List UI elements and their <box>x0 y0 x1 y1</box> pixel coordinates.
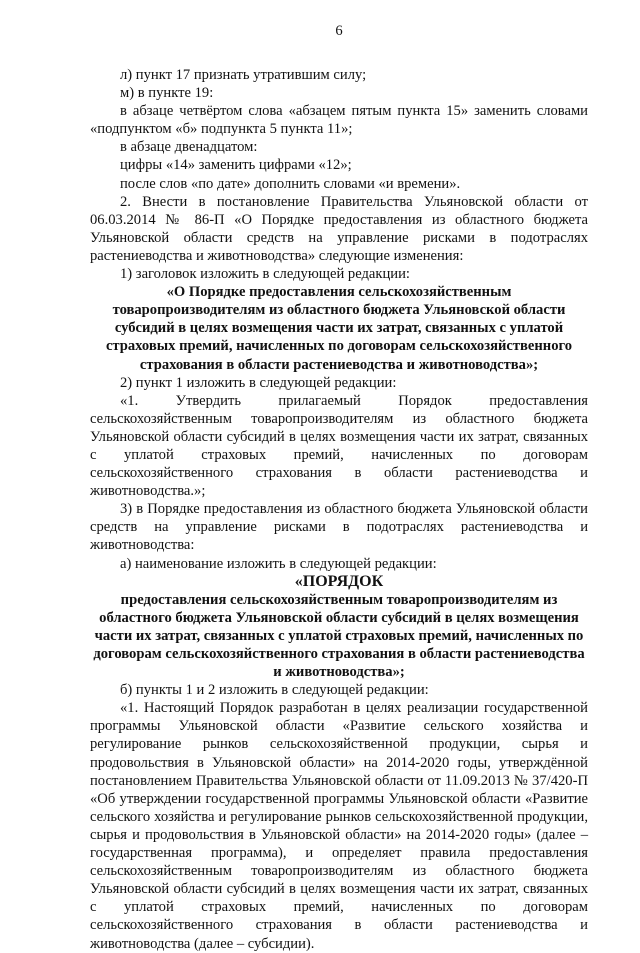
procedure-heading: «ПОРЯДОК <box>294 572 384 590</box>
paragraph-point-2: 2. Внести в постановление Правительства Ульяновской области от 06.03.2014 № 86-П «О Порядке предоставления из областного бюджета Ульяновской области средств на управление рисками в подотраслях растениеводства и животноводства» следующие изменения: <box>90 193 588 264</box>
paragraph-item-m: м) в пункте 19: <box>120 85 214 102</box>
paragraph-replace-words: в абзаце четвёртом слова «абзацем пятым пункта 15» заменить словами «подпунктом «б» подпункта 5 пункта 11»; <box>90 103 588 138</box>
paragraph-twelfth: в абзаце двенадцатом: <box>120 139 258 156</box>
paragraph-point-1-edit: 2) пункт 1 изложить в следующей редакции: <box>120 374 397 391</box>
new-title-bold: «О Порядке предоставления сельскохозяйственным товаропроизводителям из областного бюджета Ульяновской области субсидий в целях возмещения части их затрат, связанных с уплатой страховых премий, начисленных по договорам сельскохозяйственного страхования в области растениеводства и животноводства»; <box>105 284 573 373</box>
paragraph-title-edit: 1) заголовок изложить в следующей редакции: <box>120 266 410 283</box>
paragraph-in-procedure: 3) в Порядке предоставления из областного бюджета Ульяновской области средств на управление рисками в подотраслях растениеводства и животноводства: <box>90 501 588 554</box>
procedure-subheading: предоставления сельскохозяйственным товаропроизводителям из областного бюджета Ульяновской области субсидий в целях возмещения части их затрат, связанных с уплатой страховых премий, начисленных по договорам сельскохозяйственного страхования в области растениеводства и животноводства»; <box>93 591 585 681</box>
paragraph-point-1-text: «1. Утвердить прилагаемый Порядок предоставления сельскохозяйственным товаропроизводителям из областного бюджета Ульяновской области субсидий в целях возмещения части их затрат, связанных с уплатой страховых премий, начисленных по договорам сельскохозяйственного страхования в области растениеводства и животноводства.»; <box>90 392 588 500</box>
paragraph-after-date: после слов «по дате» дополнить словами «и времени». <box>120 175 461 192</box>
paragraph-item-l: л) пункт 17 признать утратившим силу; <box>120 67 367 83</box>
paragraph-points-1-2-edit: б) пункты 1 и 2 изложить в следующей редакции: <box>120 682 429 699</box>
paragraph-name-edit: а) наименование изложить в следующей редакции: <box>120 555 437 572</box>
paragraph-procedure-point-1: «1. Настоящий Порядок разработан в целях реализации государственной программы Ульяновской области «Развитие сельского хозяйства и регулирование рынков сельскохозяйственной продукции, сырья и продовольствия в Ульяновской области» на 2014-2020 годы, утверждённой постановлением Правительства Ульяновской области от 11.09.2013 № 37/420-П «Об утверждении государственной программы Ульяновской области «Развитие сельского хозяйства и регулирование рынков сельскохозяйственной продукции, сырья и продовольствия в Ульяновской области» на 2014-2020 годы» (далее – государственная программа), и определяет правила предоставления сельскохозяйственным товаропроизводителям из областного бюджета Ульяновской области субсидий в целях возмещения части их затрат, связанных с уплатой страховых премий, начисленных по договорам сельскохозяйственного страхования в области растениеводства и животноводства (далее – субсидии). <box>90 700 588 952</box>
page-number: 6 <box>335 23 343 39</box>
paragraph-digits: цифры «14» заменить цифрами «12»; <box>120 157 352 174</box>
